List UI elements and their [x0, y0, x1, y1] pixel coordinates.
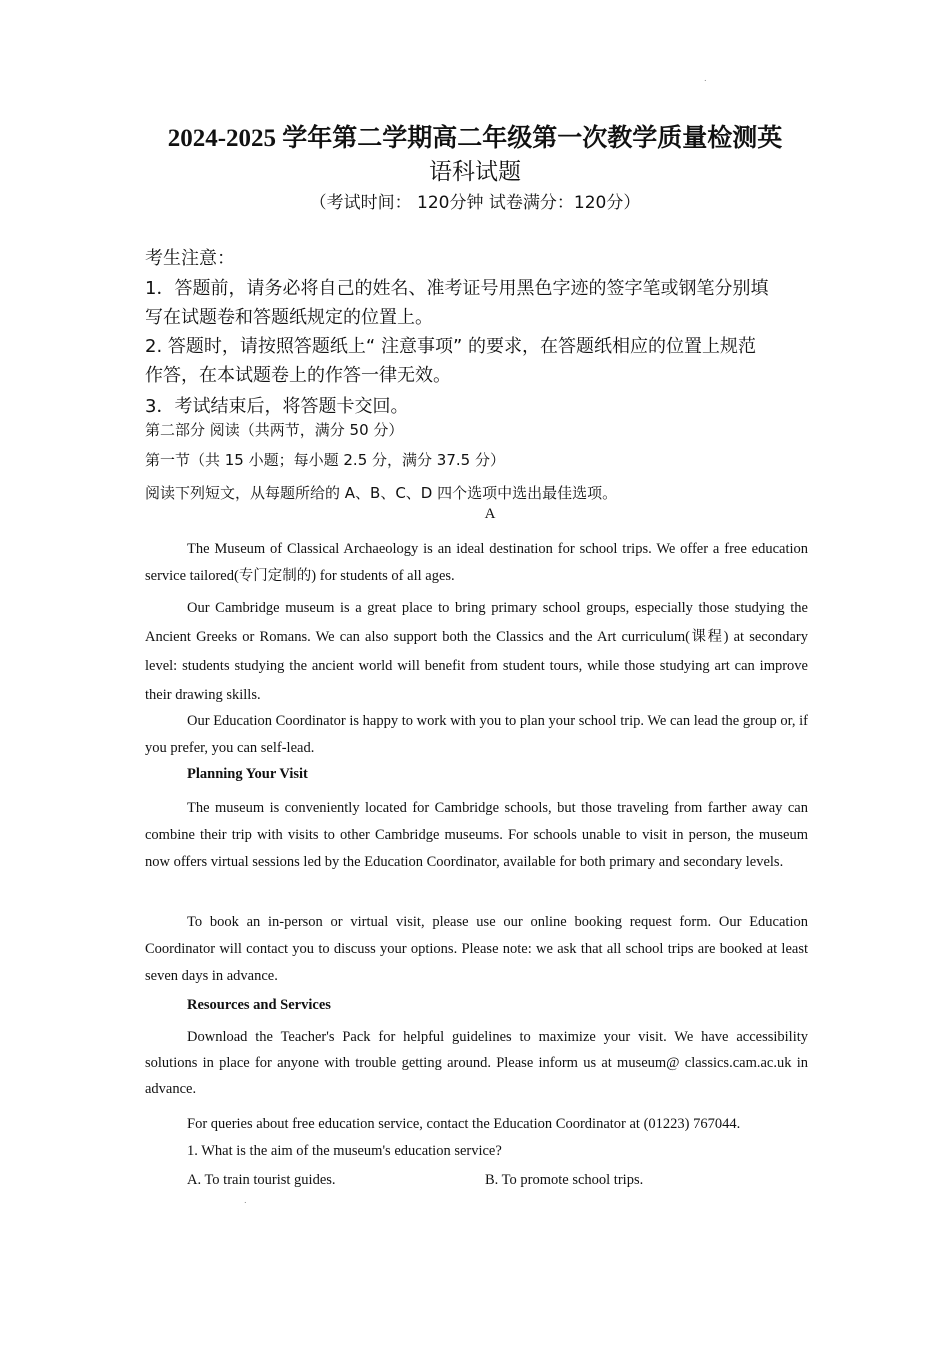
passage-paragraph	[145, 795, 808, 876]
section-subsection-heading: 第一节（共 15 小题；每小题 2.5 分，满分 37.5 分）	[145, 451, 505, 469]
paragraph-1: The Museum of Classical Archaeology is an ideal destination for school trips. We offer a free education service tailored(专门定制的) for students of all ages.	[145, 541, 808, 584]
exam-subtitle: （考试时间： 120分钟 试卷满分：120分）	[309, 193, 641, 213]
passage-paragraph	[145, 909, 808, 990]
passage-paragraph	[145, 594, 808, 710]
exam-title-line1: 2024-2025 学年第二学期高二年级第一次教学质量检测英	[167, 125, 783, 152]
paragraph-4: The museum is conveniently located for Cambridge schools, but those traveling from farther away can combine their trip with visits to other Cambridge museums. For schools unable to visit in person, the museum now offers virtual sessions led by the Education Coordinator, available for both primary and secondary levels.	[145, 800, 808, 870]
heading-planning-your-visit: Planning Your Visit	[187, 766, 308, 782]
passage-letter: A	[484, 506, 496, 522]
heading-resources-and-services: Resources and Services	[187, 997, 331, 1013]
paragraph-5: To book an in-person or virtual visit, please use our online booking request form. Our Education Coordinator will contact you to discuss your options. Please note: we ask that all school trips are booked at least seven days in advance.	[145, 914, 808, 984]
question-1-option-b: B. To promote school trips.	[485, 1172, 644, 1188]
passage-paragraph	[145, 1024, 808, 1102]
notice-line: 作答，在本试题卷上的作答一律无效。	[145, 365, 451, 386]
paragraph-7: For queries about free education service, contact the Education Coordinator at (01223) 767044.	[187, 1116, 741, 1132]
section-part-heading: 第二部分 阅读（共两节，满分 50 分）	[145, 421, 404, 439]
stray-dot: .	[244, 1196, 247, 1205]
passage-paragraph	[145, 708, 808, 762]
question-1-option-a: A. To train tourist guides.	[187, 1172, 336, 1188]
passage-paragraph	[145, 1111, 808, 1138]
paragraph-2: Our Cambridge museum is a great place to bring primary school groups, especially those studying the Ancient Greeks or Romans. We can also support both the Classics and the Art curriculum(课程) at secondary level: students studying the ancient world will benefit from student tours, while those studying art can improve their drawing skills.	[145, 600, 808, 703]
notice-line: 写在试题卷和答题纸规定的位置上。	[145, 307, 433, 328]
notice-line: 1．答题前，请务必将自己的姓名、准考证号用黑色字迹的签字笔或钢笔分别填	[145, 278, 769, 299]
exam-title-line2: 语科试题	[429, 159, 521, 185]
question-1-stem: 1. What is the aim of the museum's education service?	[187, 1143, 502, 1159]
notice-line: 3．考试结束后，将答题卡交回。	[145, 396, 409, 417]
paragraph-6: Download the Teacher's Pack for helpful guidelines to maximize your visit. We have accessibility solutions in place for anyone with trouble getting around. Please inform us at museum@ classics.cam.ac.uk in advance.	[145, 1029, 808, 1097]
stray-dot: .	[704, 74, 707, 83]
paragraph-3: Our Education Coordinator is happy to work with you to plan your school trip. We can lead the group or, if you prefer, you can self-lead.	[145, 713, 808, 756]
notice-line: 2. 答题时，请按照答题纸上“ 注意事项” 的要求，在答题纸相应的位置上规范	[145, 336, 756, 357]
passage-paragraph	[145, 536, 808, 590]
notice-heading: 考生注意：	[145, 248, 235, 269]
section-instruction: 阅读下列短文，从每题所给的 A、B、C、D 四个选项中选出最佳选项。	[145, 484, 618, 502]
